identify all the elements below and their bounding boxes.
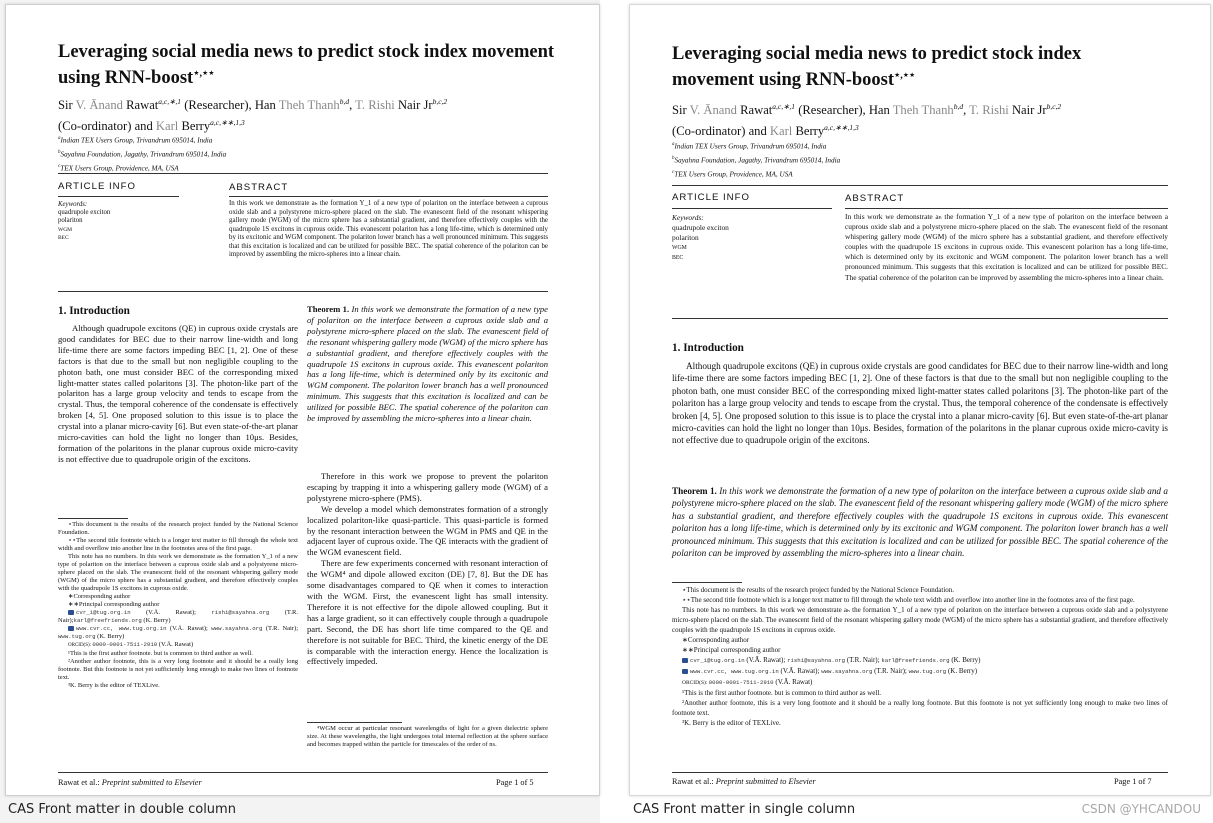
abstract-end-rule xyxy=(672,318,1168,319)
footer-journal: Preprint submitted to Elsevier xyxy=(101,778,202,787)
keywords-label: Keywords: xyxy=(672,213,704,222)
footnote-text: (V.Ā. Rawat); xyxy=(130,609,212,616)
intro-paragraph xyxy=(58,323,298,465)
footer-left xyxy=(672,777,816,786)
author-firstname[interactable]: Theh Thanh xyxy=(892,103,954,118)
page-number: Page 1 of 5 xyxy=(496,778,534,787)
page-number: Page 1 of 7 xyxy=(1114,777,1152,786)
author-prefix: Sir xyxy=(672,103,690,118)
double-column-panel xyxy=(0,0,600,823)
keyword: polariton xyxy=(672,233,699,242)
abstract-end-rule xyxy=(58,291,548,292)
email-link[interactable]: karl@freefriends.org xyxy=(881,657,950,664)
author-sep: , xyxy=(349,98,356,113)
footnotes xyxy=(58,521,298,690)
author-marks: a,c,∗,1 xyxy=(158,97,182,106)
info-rule xyxy=(672,208,832,209)
footnote-text: (V.Ā. Rawat) xyxy=(157,641,194,648)
author-marks: b,d xyxy=(339,97,350,106)
keyword: polariton xyxy=(58,217,83,225)
footnote-rule xyxy=(672,582,742,583)
footnote: ³K. Berry is the editor of TEXLive. xyxy=(682,719,781,727)
title-text: Leveraging social media news to predict stock index movement using RNN-boost xyxy=(58,42,555,89)
author-role: (Researcher), Han xyxy=(181,98,279,113)
footnote-text: (V.Ā. Rawat); xyxy=(778,667,822,675)
footer-left xyxy=(58,778,202,787)
paragraph: There are few experiments concerned with resonant interaction of the WGM⁴ and dipole allowed exciton (DE) [7, 8]. But the DE has some disadvantages compared to QE when it comes to interaction with the WGM. First, the evanescent light has small intensity. Therefore it is not effective for the dipole allowed coupling. But it has a large gradient, so it can effectively couple through a quadrupole part. Second, the DE has short life time compared to the QE and therefore is not suitable for BEC. Third, the kinetic energy of the DE is comparable with the interaction energy. Hence the localization is effectively impeded. xyxy=(307,558,548,667)
footnote: ⋆This document is the results of the research project funded by the National Science Foundation. xyxy=(682,586,955,594)
footnote-text: (T.R. Nair); xyxy=(58,609,298,624)
url-link[interactable]: www.sayahna.org xyxy=(821,668,873,675)
email-icon xyxy=(682,658,688,663)
author-surname: Rawat xyxy=(736,103,773,118)
paper-title xyxy=(672,43,1172,91)
author-surname: Rawat xyxy=(122,98,159,113)
footnote-rule xyxy=(307,722,402,723)
keyword: quadrupole exciton xyxy=(672,223,729,232)
double-column-page xyxy=(5,4,600,796)
url-link[interactable]: www.cvr.cc, www.tug.org.in xyxy=(690,668,779,675)
footnote: ²Another author footnote, this is a very long footnote and it should be a really long footnote. But this footnote is not yet sufficiently long enough to make two lines of footnote text. xyxy=(672,699,1168,717)
author-marks: a,c,∗∗,1,3 xyxy=(824,123,859,133)
author-marks: b,d xyxy=(953,102,964,111)
affiliation-a: Indian TEX Users Group, Trivandrum 695014, India xyxy=(674,142,827,151)
info-rule xyxy=(58,196,179,197)
footnote: ∗∗Principal corresponding author xyxy=(68,601,160,608)
email-link[interactable]: karl@freefriends.org xyxy=(73,617,142,624)
top-rule xyxy=(58,173,548,174)
footnote: ³K. Berry is the editor of TEXLive. xyxy=(68,682,160,689)
abstract-text: In this work we demonstrate aₕ the formation Y_1 of a new type of polariton on the interface between a cuprous oxide slab and a polystyrene micro-sphere placed on the slab. The evanescent field of the resonant whispering gallery mode (WGM) of the micro sphere has a substantial gradient, and therefore effectively couples with the quadrupole 1S excitons in cuprous oxide. This evanescent polariton has a long life-time, which is determined only by its excitonic and WGM component. The polariton lower branch has a well pronounced minimum. This suggests that this excitation is localized and can be utilized for possible BEC. The spatial coherence of the polariton can be improved by assembling the micro-spheres into a linear chain. xyxy=(229,200,548,258)
author-firstname[interactable]: Karl xyxy=(769,124,793,139)
footnote: ¹This is the first author footnote. but is common to third author as well. xyxy=(682,689,882,697)
affiliation-b: Sayahna Foundation, Jagathy, Trivandrum 695014, India xyxy=(60,150,227,159)
home-icon xyxy=(68,626,74,631)
footer-rule xyxy=(672,772,1168,773)
author-firstname[interactable]: V. Ānand xyxy=(75,98,123,113)
top-rule xyxy=(672,185,1168,186)
intro-text: Although quadrupole excitons (QE) in cuprous oxide crystals are good candidates for BEC due to their narrow line-width and long life-time there are some factors impeding BEC [1, 2]. One of these factors is that due to the small but non negligible coupling to the photon bath, one must consider BEC of the corresponding mixed light-matter states called polaritons [3]. The photon-like part of the polariton has a large group velocity and tends to escape from the crystal. Thus, the temporal coherence of the condensate is effectively broken [4, 5]. One proposed solution to this issue is to place the crystal into a planar micro-cavity [6]. But even state-of-the-art planar micro-cavities can hold the light no longer than 10μs. Besides, formation of the polaritons in the planar cuprous oxide micro-cavity is not effective due to quadrupole origin of the excitons. xyxy=(58,323,298,464)
section-heading: 1. Introduction xyxy=(58,305,130,317)
affiliation-c: TEX Users Group, Providence, MA, USA xyxy=(60,164,179,173)
article-info-heading: ARTICLE INFO xyxy=(672,192,750,203)
footer-journal: Preprint submitted to Elsevier xyxy=(715,777,816,786)
abstract-rule xyxy=(845,208,1168,209)
watermark: CSDN @YHCANDOU xyxy=(1081,802,1201,816)
author-list xyxy=(672,98,1192,140)
footnote: ∗Corresponding author xyxy=(68,593,131,600)
home-icon xyxy=(682,669,688,674)
author-role: (Co-ordinator) and xyxy=(58,119,156,134)
theorem-text: In this work we demonstrate the formation of a new type of polariton on the interface between a cuprous oxide slab and a polystyrene micro-sphere placed on the slab. The evanescent field of the resonant whispering gallery mode (WGM) of the micro sphere has a substantial gradient, and therefore effectively couples with the quadrupole 1S excitons in cuprous oxide. This evanescent polariton has a long life-time, which is determined only by its excitonic and WGM component. The polariton lower branch has a well pronounced minimum. This suggests that this excitation is localized and can be utilized for possible BEC. The spatial coherence of the polariton can be improved by assembling the micro-spheres into a linear chain. xyxy=(307,304,548,424)
footnote-text: (T.R. Nair); xyxy=(845,656,880,664)
email-icon xyxy=(68,610,74,615)
intro-paragraph xyxy=(672,360,1168,447)
footnote: ∗Corresponding author xyxy=(682,636,750,644)
footnote: This note has no numbers. In this work we demonstrate aₕ the formation Y_1 of a new type of polariton on the interface between a cuprous oxide slab and a polystyrene micro-sphere placed on the slab. The evanescent field of the resonant whispering gallery mode (WGM) of the micro sphere has a substantial gradient, and therefore effectively couples with the quadrupole 1S excitons in cuprous oxide. xyxy=(672,606,1168,634)
section-heading: 1. Introduction xyxy=(672,342,744,354)
paragraph: We develop a model which demonstrates formation of a strongly localized polariton-like quasi-particle. This quasi-particle is formed by the resonant interaction between the WGM in PMS and QE in the adjacent layer of cuprous oxide. The QE interacts with the gradient of the WGM evanescent field. xyxy=(307,503,548,558)
title-marks: ⋆,⋆⋆ xyxy=(193,68,215,79)
footnote-text: (K. Berry) xyxy=(946,667,978,675)
theorem-block xyxy=(672,485,1168,559)
author-prefix: Sir xyxy=(58,98,76,113)
footnote-text: (K. Berry) xyxy=(95,633,125,640)
author-firstname[interactable]: Karl xyxy=(155,119,179,134)
keyword: BEC xyxy=(672,255,684,261)
author-firstname[interactable]: Theh Thanh xyxy=(278,98,340,113)
keywords-label: Keywords: xyxy=(58,201,88,208)
email-link[interactable]: cvr_1@tug.org.in xyxy=(690,657,745,664)
author-role: (Co-ordinator) and xyxy=(672,124,770,139)
affiliation-a: Indian TEX Users Group, Trivandrum 695014, India xyxy=(60,136,213,145)
url-link[interactable]: www.cvr.cc, www.tug.org.in xyxy=(76,625,167,632)
footnote: ²Another author footnote, this is a very long footnote and it should be a really long footnote. But this footnote is not yet sufficiently long enough to make two lines of footnote text. xyxy=(58,658,298,681)
footer-authors: Rawat et al.: xyxy=(58,778,102,787)
affiliation-b: Sayahna Foundation, Jagathy, Trivandrum 695014, India xyxy=(674,156,841,165)
url-link[interactable]: www.tug.org xyxy=(908,668,947,675)
theorem-label: Theorem 1. xyxy=(672,486,717,496)
panel-caption: CAS Front matter in double column xyxy=(8,802,236,817)
author-role: (Researcher), Han xyxy=(795,103,893,118)
affiliations: $^a$Indian TEX Users Group, Trivandrum 695014, India $^b$Sayahna Foundation, Jagathy, Trivandrum 695014, India $^c$TEX Users Group, Providence, MA, USA xyxy=(672,142,841,179)
keyword: quadrupole exciton xyxy=(58,209,111,217)
footnote-rule xyxy=(58,518,128,519)
footnote: ∗∗Principal corresponding author xyxy=(682,646,781,654)
abstract-rule xyxy=(229,196,548,197)
url-link[interactable]: www.sayahna.org xyxy=(211,625,263,632)
right-column-body xyxy=(307,471,548,667)
author-firstname[interactable]: T. Rishi xyxy=(355,98,395,113)
keyword: WGM xyxy=(58,226,73,233)
affiliations: $^a$Indian TEX Users Group, Trivandrum 695014, India $^b$Sayahna Foundation, Jagathy, Trivandrum 695014, India $^c$TEX Users Group, Providence, MA, USA xyxy=(58,136,227,173)
footnote-text: (V.Ā. Rawat); xyxy=(744,656,788,664)
author-marks: a,c,∗,1 xyxy=(772,102,796,111)
author-firstname[interactable]: V. Ānand xyxy=(689,103,737,118)
title-marks: ⋆,⋆⋆ xyxy=(894,70,916,81)
paragraph: Therefore in this work we propose to prevent the polariton escaping by trapping it into a whispering gallery mode (WGM) of a polystyrene micro-sphere (PMS). xyxy=(307,471,548,503)
url-link[interactable]: www.tug.org xyxy=(58,633,96,640)
footnotes-right xyxy=(307,725,548,749)
single-column-panel xyxy=(628,0,1213,823)
author-list xyxy=(58,93,578,135)
orcid-link[interactable]: 0000-0001-7511-2910 xyxy=(92,641,158,648)
footnote-text: (T.R. Nair); xyxy=(872,667,909,675)
footnote: ¹This is the first author footnote. but is common to third author as well. xyxy=(68,650,253,657)
email-link[interactable]: rishi@sayahna.org xyxy=(211,609,270,616)
affiliation-c: TEX Users Group, Providence, MA, USA xyxy=(674,170,793,179)
title-line: Leveraging social media news to predict stock index xyxy=(672,44,1082,64)
single-column-page xyxy=(629,4,1211,796)
orcid-label: ORCID(S): xyxy=(68,643,93,648)
orcid-link[interactable]: 0000-0001-7511-2910 xyxy=(708,679,774,686)
footnote: ⋆⋆The second title footnote which is a longer text matter to fill through the whole text width and overflow into another line in the footnotes area of the first page. xyxy=(58,537,298,552)
author-surname: Nair Jr xyxy=(394,98,433,113)
theorem-label: Theorem 1. xyxy=(307,304,350,314)
author-surname: Berry xyxy=(178,119,211,134)
footnote-text: (V.Ā. Rawat); xyxy=(166,625,212,632)
author-firstname[interactable]: T. Rishi xyxy=(969,103,1009,118)
theorem-text: In this work we demonstrate the formation of a new type of polariton on the interface between a cuprous oxide slab and a polystyrene micro-sphere placed on the slab. The evanescent field of the resonant whispering gallery mode (WGM) of the micro sphere has a substantial gradient, and therefore effectively couples with the quadrupole 1S excitons in cuprous oxide. This evanescent polariton has a long life-time, which is determined only by its excitonic and WGM component. The polariton lower branch has a well pronounced minimum. This suggests that this excitation is localized and can be utilized for possible BEC. The spatial coherence of the polariton can be improved by assembling the micro-spheres into a linear chain. xyxy=(672,486,1168,559)
email-link[interactable]: cvr_1@tug.org.in xyxy=(76,609,131,616)
orcid-label: ORCID(S): xyxy=(682,680,709,686)
footnote-text: (K. Berry) xyxy=(141,617,171,624)
footer-rule xyxy=(58,772,548,773)
footer-authors: Rawat et al.: xyxy=(672,777,716,786)
abstract-heading: ABSTRACT xyxy=(845,193,905,204)
footnote-text: (T.R. Nair); xyxy=(262,625,298,632)
intro-text: Although quadrupole excitons (QE) in cuprous oxide crystals are good candidates for BEC due to their narrow line-width and long life-time there are some factors impeding BEC [1, 2]. One of these factors is that due to the small but non negligible coupling to the photon bath, one must consider BEC of the corresponding mixed light-matter states called polaritons [3]. The photon-like part of the polariton has a large group velocity and tends to escape from the crystal. Thus, the temporal coherence of the condensate is effectively broken [4, 5]. One proposed solution to this issue is to place the crystal into a planar micro-cavity [6]. But even state-of-the-art planar micro-cavities can hold the light no longer than 10μs. Besides, formation of the polaritons in the planar cuprous oxide micro-cavity is not effective due to quadrupole origin of the excitons. xyxy=(672,361,1168,446)
author-marks: b,c,2 xyxy=(1046,102,1062,111)
author-marks: b,c,2 xyxy=(432,97,448,106)
keywords-block xyxy=(672,213,832,263)
title-line: movement using RNN-boost xyxy=(672,70,894,91)
footnote-text: (K. Berry) xyxy=(949,656,981,664)
abstract-heading: ABSTRACT xyxy=(229,182,289,193)
keyword: BEC xyxy=(58,234,69,241)
abstract-text: In this work we demonstrate aₕ the formation Y_1 of a new type of polariton on the interface between a cuprous oxide slab and a polystyrene micro-sphere placed on the slab. The evanescent field of the resonant whispering gallery mode (WGM) of the micro sphere has a substantial gradient, and therefore effectively couples with the quadrupole 1S excitons in cuprous oxide. This evanescent polariton has a long life-time, which is determined only by its excitonic and WGM component. The polariton lower branch has a well pronounced minimum. This suggests that this excitation is localized and can be utilized for possible BEC. The spatial coherence of the polariton can be improved by assembling the micro-spheres into a linear chain. xyxy=(845,212,1168,282)
panel-caption: CAS Front matter in single column xyxy=(633,802,856,817)
author-marks: a,c,∗∗,1,3 xyxy=(210,118,245,128)
author-sep: , xyxy=(963,103,970,118)
email-link[interactable]: rishi@sayahna.org xyxy=(787,657,846,664)
footnote: ⋆This document is the results of the research project funded by the National Science Foundation. xyxy=(58,521,298,536)
footnote: ⋆⋆The second title footnote which is a longer text matter to fill through the whole text width and overflow into another line in the footnotes area of the first page. xyxy=(682,596,1135,604)
author-surname: Nair Jr xyxy=(1008,103,1047,118)
keywords-block xyxy=(58,201,178,242)
theorem-block xyxy=(307,304,548,424)
paper-title xyxy=(58,41,558,89)
footnote: This note has no numbers. In this work we demonstrate aₕ the formation Y_1 of a new type of polariton on the interface between a cuprous oxide slab and a polystyrene micro-sphere placed on the slab. The evanescent field of the resonant whispering gallery mode (WGM) of the micro sphere has a substantial gradient, and therefore effectively couples with the quadrupole 1S excitons in cuprous oxide. xyxy=(58,553,298,592)
footnote: ⁴WGM occur at particular resonant wavelengths of light for a given dielectric sphere size. At these wavelengths, the light undergoes total internal reflection at the sphere surface and becomes trapped within the particle for timescales of the order of ns. xyxy=(307,725,548,748)
footnote-text: (V.Ā. Rawat) xyxy=(773,678,813,686)
article-info-heading: ARTICLE INFO xyxy=(58,181,136,192)
keyword: WGM xyxy=(672,245,687,251)
author-surname: Berry xyxy=(792,124,825,139)
footnotes xyxy=(672,585,1168,728)
